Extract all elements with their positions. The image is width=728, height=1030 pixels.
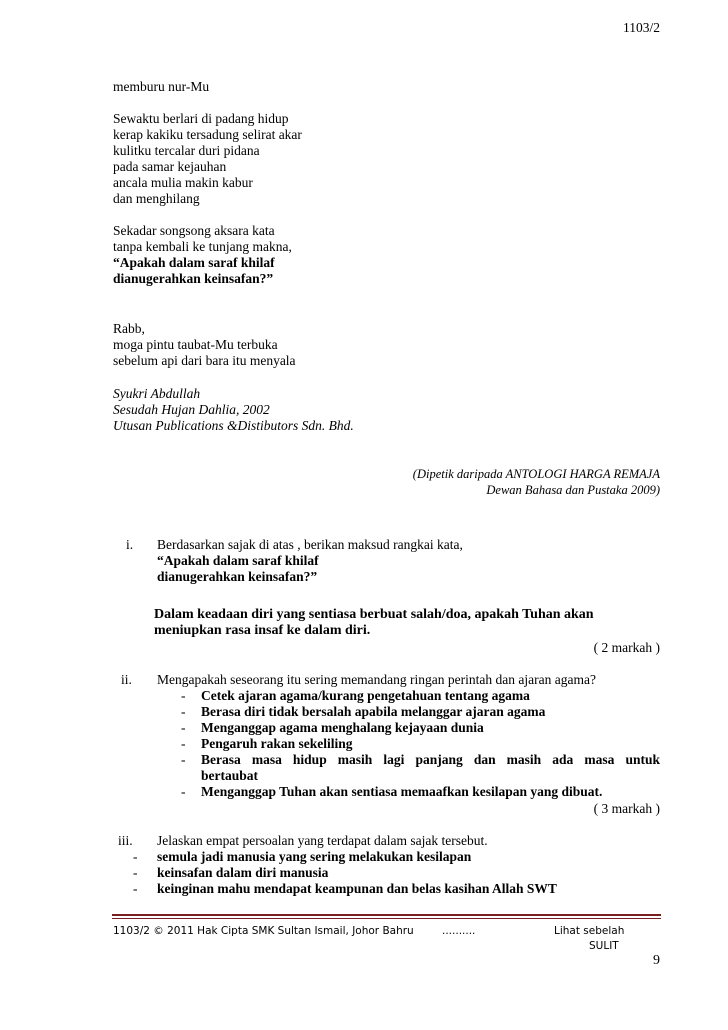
poem-line: kerap kakiku tersadung selirat akar — [113, 127, 302, 142]
source-line: (Dipetik daripada ANTOLOGI HARGA REMAJA — [412, 467, 660, 481]
poem-line: Sekadar songsong aksara kata — [113, 223, 275, 238]
poem-publisher: Utusan Publications &Distibutors Sdn. Bhd. — [113, 418, 354, 433]
question-quote: dianugerahkan keinsafan?” — [157, 569, 318, 584]
page-number: 9 — [653, 953, 660, 968]
answer-item-continued: bertaubat — [201, 768, 258, 783]
question-number: ii. — [121, 672, 132, 687]
question-text: Berdasarkan sajak di atas , berikan maksud rangkai kata, — [157, 537, 463, 552]
footer-divider — [112, 914, 661, 916]
poem-line: dan menghilang — [113, 191, 200, 206]
answer-item: Pengaruh rakan sekeliling — [201, 736, 353, 751]
answer-item: semula jadi manusia yang sering melakukan kesilapan — [157, 849, 472, 864]
poem-line: kulitku tercalar duri pidana — [113, 143, 260, 158]
answer-item: keinsafan dalam diri manusia — [157, 865, 329, 880]
answer-text: Dalam keadaan diri yang sentiasa berbuat salah/doa, apakah Tuhan akan — [154, 607, 594, 622]
answer-item: keinginan mahu mendapat keampunan dan belas kasihan Allah SWT — [157, 881, 557, 896]
poem-author: Syukri Abdullah — [113, 386, 201, 401]
answer-text: meniupkan rasa insaf ke dalam diri. — [154, 623, 371, 638]
source-line: Dewan Bahasa dan Pustaka 2009) — [486, 483, 660, 497]
poem-line: moga pintu taubat-Mu terbuka — [113, 337, 278, 352]
question-number: iii. — [118, 833, 133, 848]
poem-line: ancala mulia makin kabur — [113, 175, 253, 190]
footer-divider — [112, 918, 661, 919]
poem-line-bold: dianugerahkan keinsafan?” — [113, 271, 274, 286]
answer-item: Menganggap agama menghalang kejayaan dunia — [201, 720, 484, 735]
footer-secret-label: SULIT — [589, 940, 619, 952]
poem-line: sebelum api dari bara itu menyala — [113, 353, 296, 368]
marks-label: ( 2 markah ) — [593, 640, 660, 655]
marks-label: ( 3 markah ) — [593, 801, 660, 816]
document-code: 1103/2 — [623, 20, 660, 35]
footer-see-next: Lihat sebelah — [554, 925, 625, 937]
question-number: i. — [126, 537, 134, 552]
answer-item: Menganggap Tuhan akan sentiasa memaafkan kesilapan yang dibuat. — [201, 784, 603, 799]
question-quote: “Apakah dalam saraf khilaf — [157, 553, 319, 568]
answer-item: Berasa masa hidup masih lagi panjang dan masih ada masa untuk — [201, 752, 660, 767]
poem-line: Rabb, — [113, 321, 145, 336]
question-text: Jelaskan empat persoalan yang terdapat dalam sajak tersebut. — [157, 833, 488, 848]
poem-line-bold: “Apakah dalam saraf khilaf — [113, 255, 275, 270]
answer-item: Cetek ajaran agama/kurang pengetahuan tentang agama — [201, 688, 530, 703]
poem-line: memburu nur-Mu — [113, 79, 210, 94]
footer-dots: .......... — [442, 925, 476, 937]
footer-copyright: 1103/2 © 2011 Hak Cipta SMK Sultan Ismail, Johor Bahru — [113, 925, 414, 937]
poem-book: Sesudah Hujan Dahlia, 2002 — [113, 402, 270, 417]
poem-line: tanpa kembali ke tunjang makna, — [113, 239, 292, 254]
answer-item: Berasa diri tidak bersalah apabila melanggar ajaran agama — [201, 704, 546, 719]
poem-line: Sewaktu berlari di padang hidup — [113, 111, 289, 126]
poem-line: pada samar kejauhan — [113, 159, 227, 174]
question-text: Mengapakah seseorang itu sering memandang ringan perintah dan ajaran agama? — [157, 672, 596, 687]
